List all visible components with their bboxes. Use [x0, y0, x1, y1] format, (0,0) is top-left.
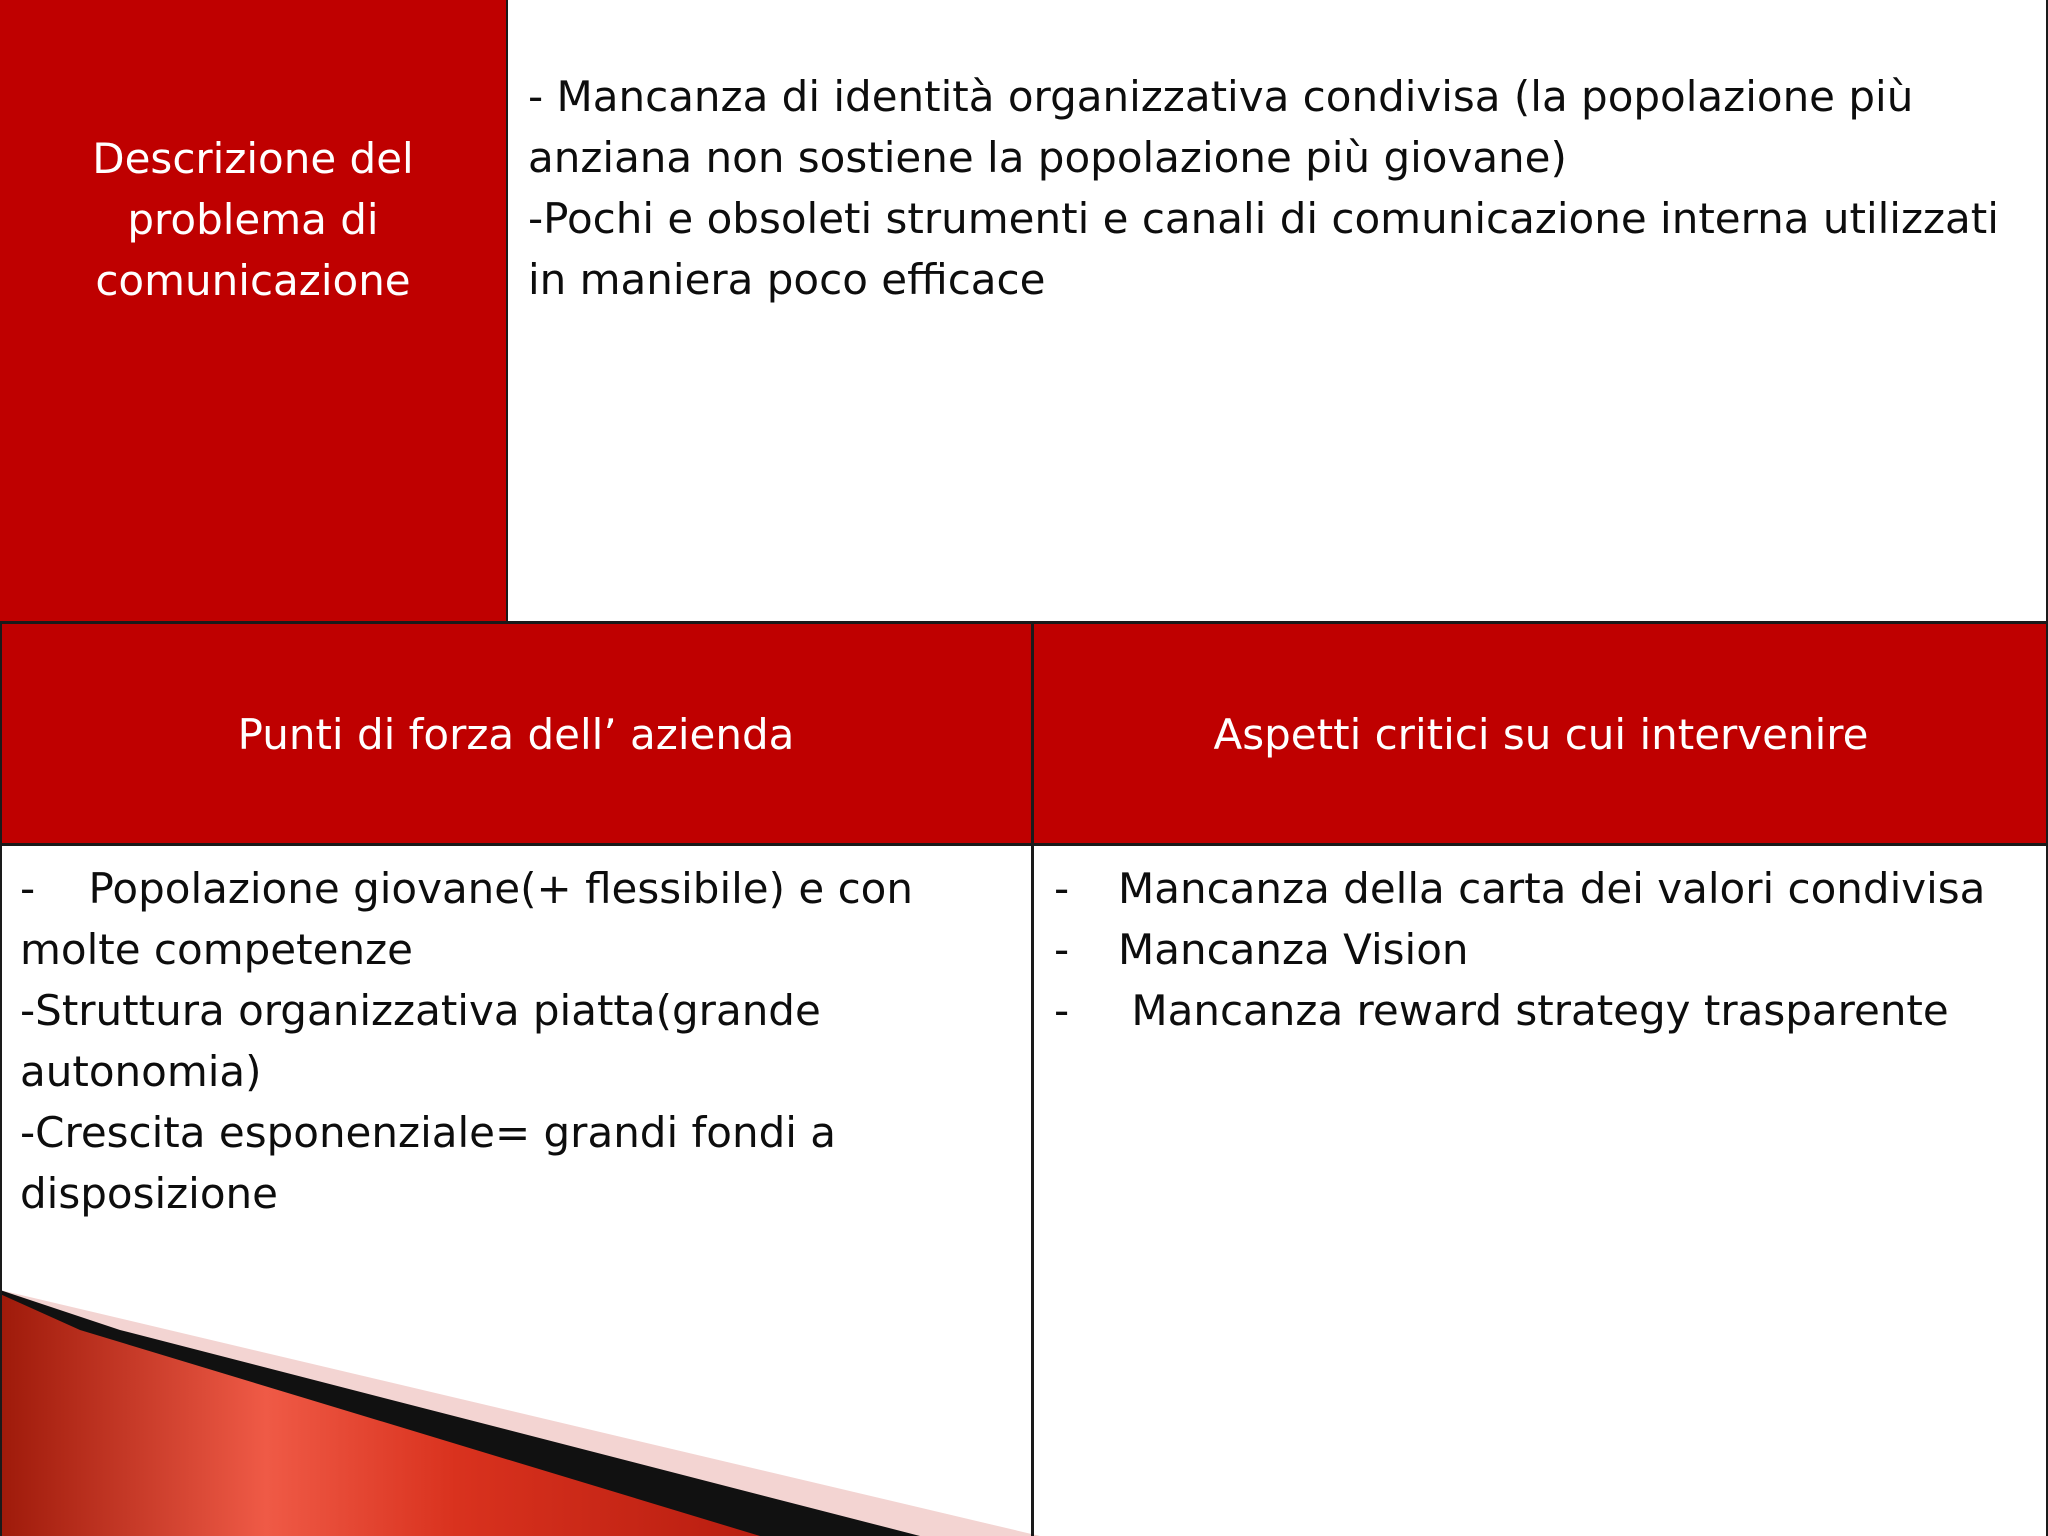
- critical-item: [1054, 919, 2034, 980]
- list-dash: -: [1054, 986, 1070, 1035]
- critical-item-text: Mancanza Vision: [1118, 925, 1469, 974]
- critical-item: [1054, 858, 2034, 919]
- critical-list: [1054, 858, 2034, 1041]
- strengths-list: [20, 858, 1010, 1224]
- list-dash: -: [1054, 864, 1070, 913]
- list-dash: -: [1054, 925, 1070, 974]
- critical-header: Aspetti critici su cui intervenire: [1213, 709, 1869, 759]
- divider-vertical: [1031, 622, 1034, 1536]
- critical-header-cell: [1034, 624, 2048, 844]
- problem-line-2: -Pochi e obsoleti strumenti e canali di comunicazione interna utilizzati in maniera poco efficace: [528, 194, 1999, 304]
- critical-item-text: Mancanza della carta dei valori condivisa: [1118, 864, 1986, 913]
- problem-label: Descrizione del problema di comunicazione: [92, 134, 414, 305]
- critical-item: [1054, 980, 2034, 1041]
- problem-description: [528, 66, 2028, 310]
- problem-label-cell: [0, 0, 508, 622]
- divider-top: [0, 621, 2048, 624]
- problem-description-cell: [508, 0, 2048, 622]
- strength-item: -Struttura organizzativa piatta(grande autonomia): [20, 986, 835, 1096]
- strengths-header-cell: [0, 624, 1032, 844]
- divider-middle: [0, 843, 2048, 846]
- problem-line-1: - Mancanza di identità organizzativa condivisa (la popolazione più anziana non sostiene la popolazione più giovane): [528, 72, 1914, 182]
- strength-item: - Popolazione giovane(+ flessibile) e con molte competenze: [20, 864, 927, 974]
- strengths-header: Punti di forza dell’ azienda: [237, 709, 795, 759]
- border-left: [0, 622, 2, 1536]
- critical-item-text: Mancanza reward strategy trasparente: [1118, 986, 1949, 1035]
- decorative-wedge-graphic: [0, 1290, 1040, 1536]
- strength-item: -Crescita esponenziale= grandi fondi a disposizione: [20, 1108, 850, 1218]
